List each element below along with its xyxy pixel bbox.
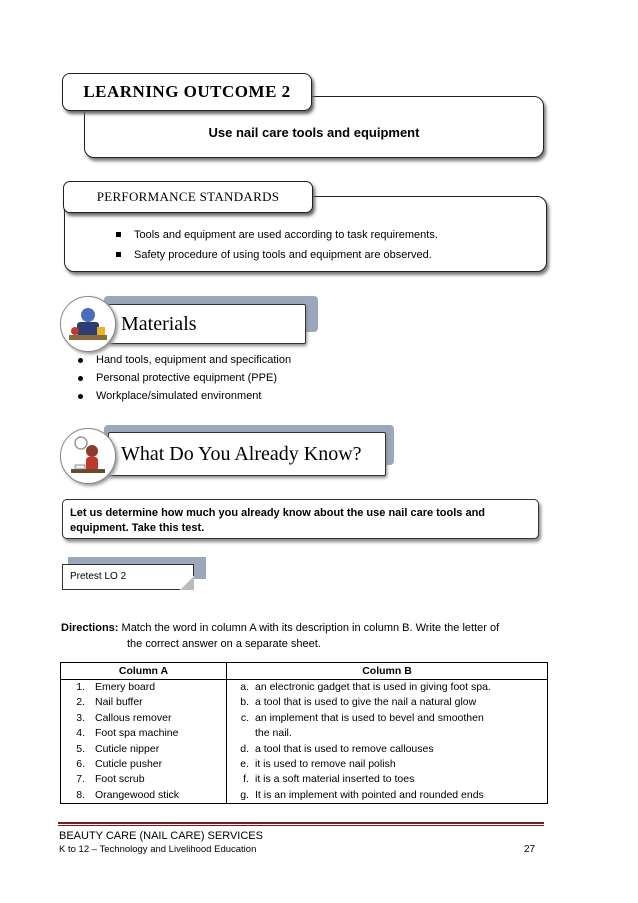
- table-row: 6. Cuticle pusher: [76, 757, 163, 770]
- table-row: 1. Emery board: [76, 681, 156, 693]
- column-a-header: Column A: [61, 663, 227, 680]
- student-clipart-icon: [60, 428, 116, 484]
- footer-program: K to 12 – Technology and Livelihood Education: [59, 844, 257, 855]
- list-item: Workplace/simulated environment: [78, 390, 291, 408]
- table-row: 7. Foot scrub: [76, 773, 145, 786]
- table-row: 3. Callous remover: [76, 711, 172, 724]
- page-number: 27: [524, 844, 536, 855]
- intro-text-box: Let us determine how much you already know about the use nail care tools and equipment. Take this test.: [62, 499, 539, 539]
- list-item: Personal protective equipment (PPE): [78, 372, 291, 390]
- table-row: b. a tool that is used to give the nail a natural glow: [240, 696, 477, 709]
- column-a-cell: [61, 680, 227, 804]
- pretest-label: Pretest LO 2: [62, 564, 194, 590]
- table-row: e. it is used to remove nail polish: [240, 757, 396, 770]
- table-row: 4. Foot spa machine: [76, 727, 179, 740]
- materials-clipart-icon: [60, 296, 116, 352]
- learning-outcome-tab: LEARNING OUTCOME 2: [62, 73, 312, 111]
- table-row: c. an implement that is used to bevel and smoothen: [240, 711, 484, 724]
- column-b-header: Column B: [227, 663, 548, 680]
- list-item: Hand tools, equipment and specification: [78, 354, 291, 372]
- table-row: a. an electronic gadget that is used in giving foot spa.: [240, 681, 491, 693]
- directions: [61, 620, 551, 652]
- square-bullet-icon: [116, 232, 121, 237]
- what-do-you-know-title: What Do You Already Know?: [108, 432, 386, 476]
- directions-line2: the correct answer on a separate sheet.: [127, 638, 321, 650]
- column-b-cell: [227, 680, 548, 804]
- directions-label: Directions:: [61, 622, 119, 634]
- table-row: 2. Nail buffer: [76, 696, 143, 709]
- bullet-icon: [78, 358, 83, 363]
- bullet-icon: [78, 376, 83, 381]
- performance-standards-tab: PERFORMANCE STANDARDS: [63, 181, 313, 213]
- table-row: f. it is a soft material inserted to toes: [243, 773, 415, 786]
- bullet-icon: [78, 394, 83, 399]
- table-row: the nail.: [255, 727, 292, 740]
- materials-title: Materials: [108, 304, 306, 344]
- matching-table: [60, 662, 548, 804]
- square-bullet-icon: [116, 252, 121, 257]
- footer-rule-thin: [58, 825, 544, 826]
- table-row: d. a tool that is used to remove callouses: [240, 742, 434, 755]
- learning-outcome-text: Use nail care tools and equipment: [208, 125, 420, 140]
- performance-standards-list: [116, 229, 438, 269]
- page-curl-icon: [180, 576, 194, 590]
- materials-list: [78, 354, 291, 408]
- list-item: Tools and equipment are used according to task requirements.: [116, 229, 438, 249]
- footer-rule: [58, 822, 544, 824]
- directions-line1: Match the word in column A with its description in column B. Write the letter of: [121, 622, 500, 634]
- list-item: Safety procedure of using tools and equipment are observed.: [116, 249, 438, 269]
- table-row: 5. Cuticle nipper: [76, 742, 160, 755]
- table-row: 8. Orangewood stick: [76, 788, 180, 801]
- footer-course-title: BEAUTY CARE (NAIL CARE) SERVICES: [59, 830, 263, 842]
- table-row: g. It is an implement with pointed and rounded ends: [240, 788, 484, 801]
